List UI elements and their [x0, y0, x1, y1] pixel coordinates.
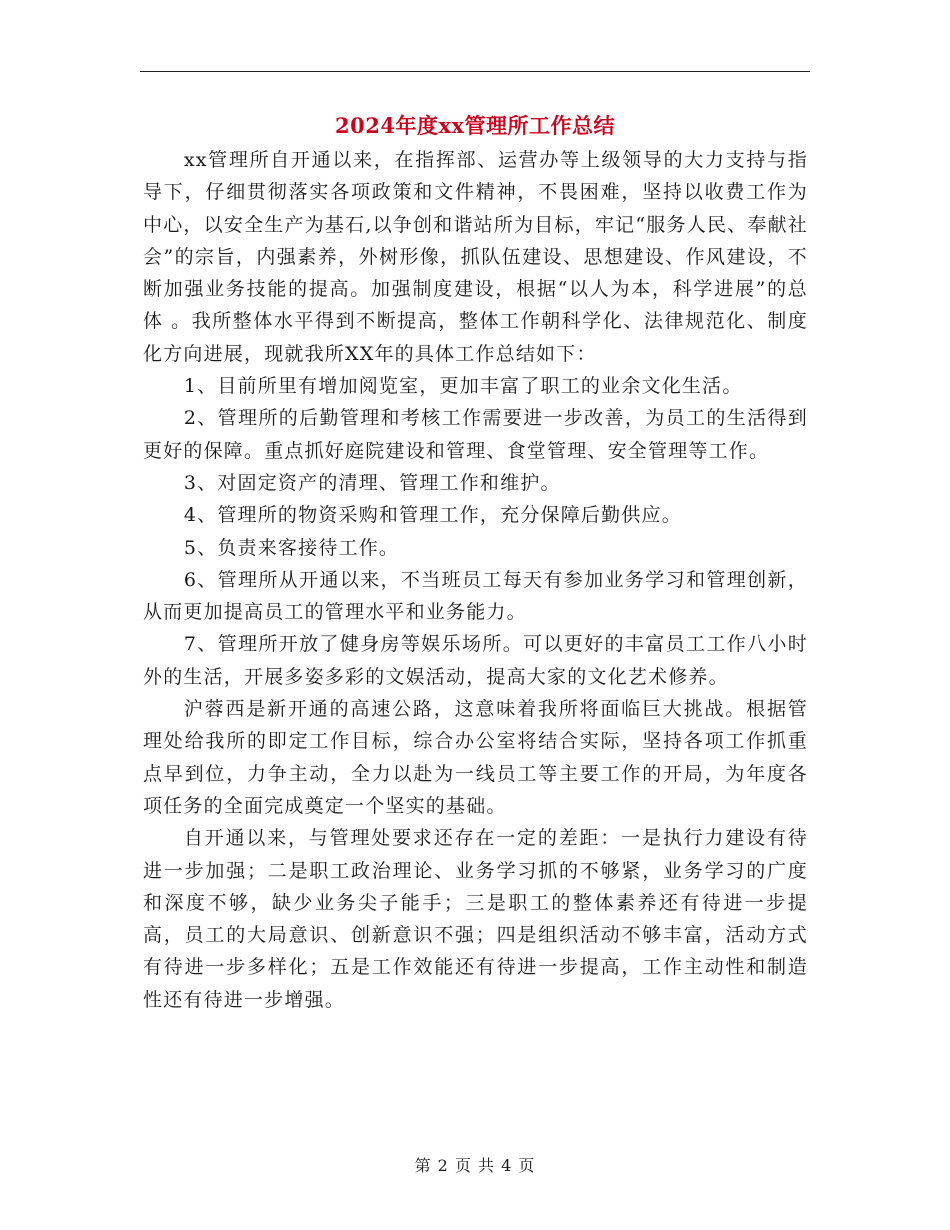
paragraph-item-1: 1、目前所里有增加阅览室，更加丰富了职工的业余文化生活。	[183, 375, 743, 398]
header-rule	[140, 71, 810, 72]
paragraph-shortcomings: 自开通以来，与管理处要求还存在一定的差距：一是执行力建设有待进一步加强；二是职工政治理论、业务学习抓的不够紧，业务学习的广度和深度不够，缺少业务尖子能手；三是职工的整体素养还有待进一步提高，员工的大局意识、创新意识不强；四是组织活动不够丰富，活动方式有待进一步多样化；五是工作效能还有待进一步提高，工作主动性和制造性还有待进一步增强。	[143, 827, 808, 1011]
paragraph-item-2: 2、管理所的后勤管理和考核工作需要进一步改善，为员工的生活得到更好的保障。重点抓好庭院建设和管理、食堂管理、安全管理等工作。	[143, 407, 808, 462]
document-title: 2024年度xx管理所工作总结	[335, 113, 615, 138]
paragraph-item-5: 5、负责来客接待工作。	[183, 536, 400, 559]
paragraph-item-6: 6、管理所从开通以来，不当班员工每天有参加业务学习和管理创新，从而更加提高员工的管理水平和业务能力。	[143, 568, 808, 624]
paragraph-item-4: 4、管理所的物资采购和管理工作，充分保障后勤供应。	[183, 504, 682, 527]
page-number-footer: 第 2 页 共 4 页	[414, 1156, 536, 1175]
paragraph-intro: xx管理所自开通以来，在指挥部、运营办等上级领导的大力支持与指导下，仔细贯彻落实各项政策和文件精神，不畏困难，坚持以收费工作为中心，以安全生产为基石,以争创和谐站所为目标，牢记“服务人民、奉献社会”的宗旨，内强素养，外树形像，抓队伍建设、思想建设、作风建设，不断加强业务技能的提高。加强制度建设，根据“以人为本，科学进展”的总体 。我所整体水平得到不断提高，整体工作朝科学化、法律规范化、制度化方向进展，现就我所XX年的具体工作总结如下：	[143, 149, 808, 365]
paragraph-outlook: 沪蓉西是新开通的高速公路，这意味着我所将面临巨大挑战。根据管理处给我所的即定工作目标，综合办公室将结合实际，坚持各项工作抓重点早到位，力争主动，全力以赴为一线员工等主要工作的开局，为年度各项任务的全面完成奠定一个坚实的基础。	[143, 698, 808, 817]
document-body	[143, 144, 808, 1016]
paragraph-item-7: 7、管理所开放了健身房等娱乐场所。可以更好的丰富员工工作八小时外的生活，开展多姿多彩的文娱活动，提高大家的文化艺术修养。	[143, 633, 808, 688]
paragraph-item-3: 3、对固定资产的清理、管理工作和维护。	[183, 471, 561, 494]
